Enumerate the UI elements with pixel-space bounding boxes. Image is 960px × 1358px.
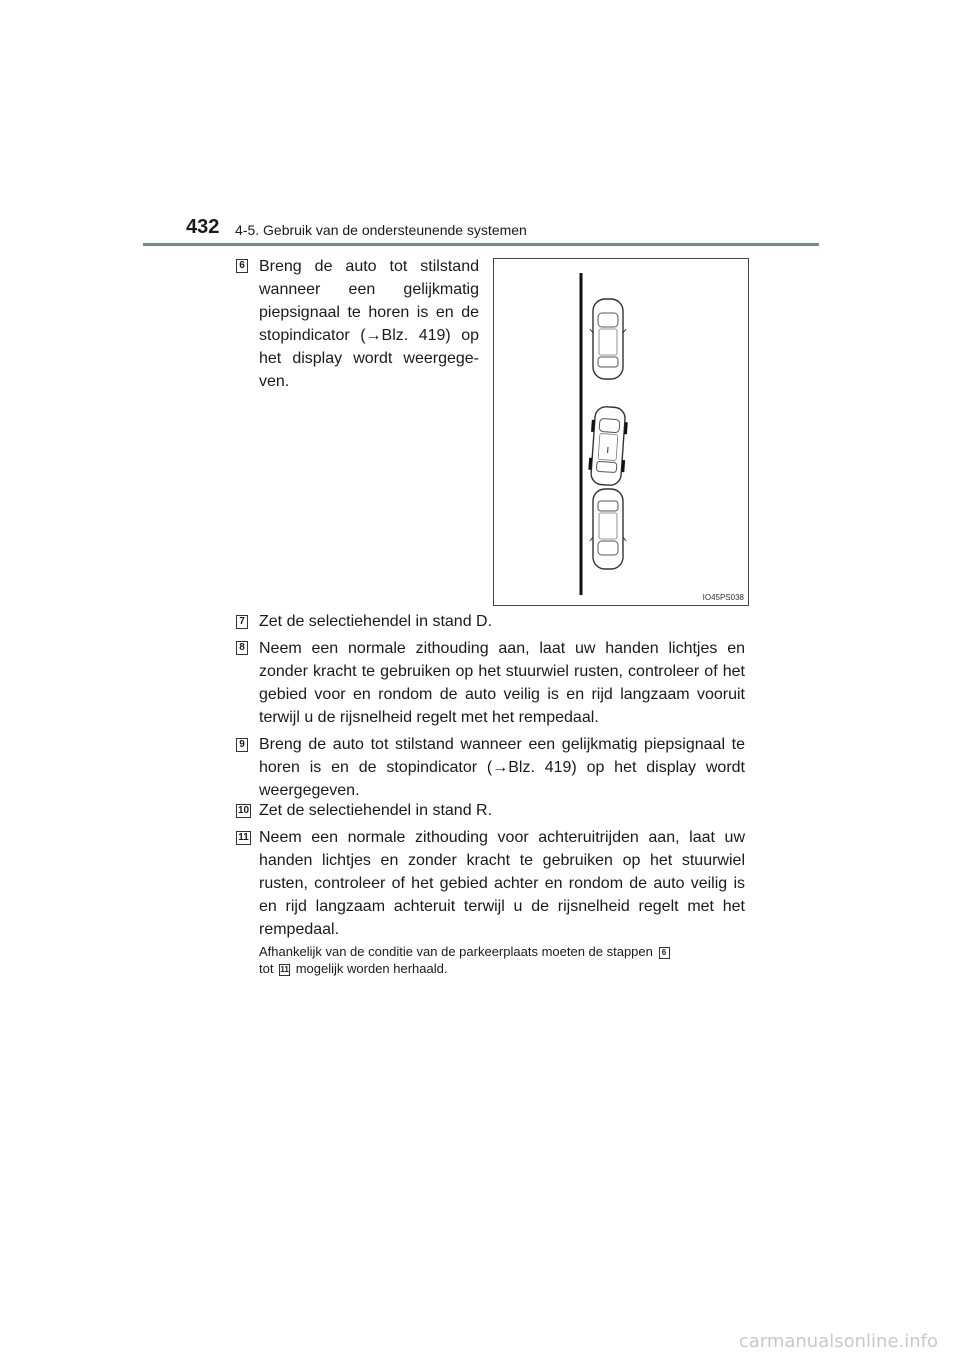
note-text-part1: Afhankelijk van de conditie van de parkeerplaats moeten de stappen — [259, 944, 653, 959]
step-number-6: 6 — [236, 259, 248, 273]
parking-figure — [493, 258, 749, 606]
step-number-10: 10 — [237, 805, 250, 816]
parking-diagram — [494, 259, 750, 607]
step-number-9: 9 — [236, 738, 248, 752]
repeat-note — [259, 943, 745, 977]
step-text-6: Breng de auto tot stilstand wanneer een gelijkmatig piepsignaal te horen is en de stopindicator (→Blz. 419) op het display wordt weergege-ven. — [259, 258, 479, 390]
parked-car-front-icon — [590, 299, 626, 379]
step-number-7: 7 — [236, 615, 248, 629]
note-text-part3: mogelijk worden herhaald. — [295, 961, 448, 976]
step-text-9: Breng de auto tot stilstand wanneer een gelijkmatig piepsignaal te horen is en de stopindicator (→Blz. 419) op het display wordt weergegeven. — [259, 736, 745, 799]
step-text-8: Neem een normale zithouding aan, laat uw handen lichtjes en zonder kracht te gebruiken op het stuurwiel rusten, controleer of het gebied voor en rondom de auto veilig is en rijd langzaam vooruit terwijl u de rijsnelheid regelt met het rempedaal. — [259, 640, 745, 726]
step-number-11: 11 — [236, 831, 251, 845]
section-title: 4-5. Gebruik van de ondersteunende systemen — [235, 222, 527, 238]
step-text-7: Zet de selectiehendel in stand D. — [259, 613, 493, 630]
step-text-10: Zet de selectiehendel in stand R. — [259, 802, 493, 819]
note-step-box-6: 6 — [659, 947, 670, 959]
figure-code: IO45PS038 — [702, 593, 744, 602]
page-number: 432 — [186, 216, 220, 238]
maneuvering-car-icon — [587, 406, 628, 486]
step-text-11: Neem een normale zithouding voor achteruitrijden aan, laat uw handen lichtjes en zonder kracht te gebruiken op het stuurwiel rusten, controleer of het gebied achter en rondom de auto veilig is en rijd langzaam achteruit terwijl u de rijsnelheid regelt met het rempedaal. — [259, 829, 745, 938]
note-step-box-11: 11 — [280, 964, 289, 974]
parked-car-rear-icon — [590, 489, 626, 569]
note-text-part2: tot — [259, 961, 274, 976]
watermark: carmanualsonline.info — [738, 1331, 938, 1352]
header-rule — [143, 243, 819, 246]
step-number-8: 8 — [236, 641, 248, 655]
